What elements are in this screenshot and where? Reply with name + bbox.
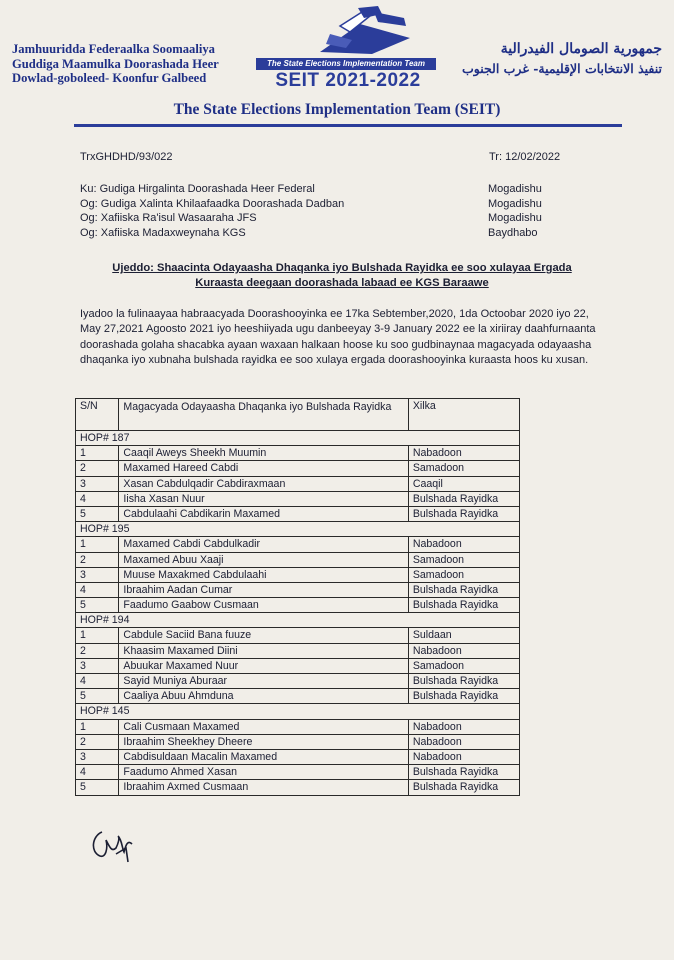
hop-group-row — [76, 613, 520, 628]
hop-label: HOP# 187 — [76, 431, 520, 446]
addressee-block — [80, 183, 570, 241]
serial-number: 2 — [76, 643, 119, 658]
member-role: Bulshada Rayidka — [408, 674, 519, 689]
table-body — [76, 431, 520, 796]
subject-line-1: Ujeddo: Shaacinta Odayaasha Dhaqanka iyo Bulshada Rayidka ee soo xulayaa Ergada — [112, 262, 572, 274]
serial-number: 5 — [76, 780, 119, 795]
letterhead-line: تنفيذ الانتخابات الإقليمية- غرب الجنوب — [461, 61, 662, 76]
serial-number: 4 — [76, 674, 119, 689]
member-name: Cali Cusmaan Maxamed — [119, 719, 408, 734]
letterhead-somali — [12, 42, 252, 86]
header-divider — [74, 124, 622, 127]
serial-number: 1 — [76, 537, 119, 552]
serial-number: 2 — [76, 461, 119, 476]
member-name: Abuukar Maxamed Nuur — [119, 658, 408, 673]
member-name: Iisha Xasan Nuur — [119, 491, 408, 506]
table-row — [76, 567, 520, 582]
member-name: Caaqil Aweys Sheekh Muumin — [119, 446, 408, 461]
member-role: Bulshada Rayidka — [408, 506, 519, 521]
member-role: Bulshada Rayidka — [408, 765, 519, 780]
addressee-row — [80, 183, 570, 198]
serial-number: 4 — [76, 582, 119, 597]
hop-group-row — [76, 522, 520, 537]
letter-date: Tr: 12/02/2022 — [489, 151, 561, 163]
member-name: Faadumo Gaabow Cusmaan — [119, 598, 408, 613]
serial-number: 5 — [76, 598, 119, 613]
table-row — [76, 674, 520, 689]
serial-number: 3 — [76, 476, 119, 491]
hop-label: HOP# 145 — [76, 704, 520, 719]
letterhead-subtitle: The State Elections Implementation Team (SEIT) — [173, 101, 501, 118]
letterhead-line: جمهورية الصومال الفيدرالية — [500, 41, 662, 57]
member-name: Xasan Cabdulqadir Cabdiraxmaan — [119, 476, 408, 491]
table-row — [76, 491, 520, 506]
table-row — [76, 749, 520, 764]
table-row — [76, 628, 520, 643]
signature-icon — [88, 818, 138, 866]
table-row — [76, 658, 520, 673]
table-row — [76, 689, 520, 704]
serial-number: 2 — [76, 734, 119, 749]
hop-label: HOP# 194 — [76, 613, 520, 628]
serial-number: 2 — [76, 552, 119, 567]
table-row — [76, 537, 520, 552]
ballot-logo-icon — [300, 4, 420, 56]
member-role: Nabadoon — [408, 734, 519, 749]
table-row — [76, 582, 520, 597]
serial-number: 1 — [76, 719, 119, 734]
member-role: Samadoon — [408, 567, 519, 582]
serial-number: 3 — [76, 749, 119, 764]
addressee-city: Mogadishu — [488, 197, 542, 210]
member-name: Muuse Maxakmed Cabdulaahi — [119, 567, 408, 582]
table-row — [76, 765, 520, 780]
member-name: Cabdule Saciid Bana fuuze — [119, 628, 408, 643]
reference-number: TrxGHDHD/93/022 — [80, 151, 173, 163]
letterhead-line: Guddiga Maamulka Doorashada Heer — [12, 56, 219, 71]
hop-group-row — [76, 431, 520, 446]
member-role: Bulshada Rayidka — [408, 598, 519, 613]
addressee-city: Mogadishu — [488, 183, 542, 195]
member-role: Nabadoon — [408, 446, 519, 461]
table-row — [76, 643, 520, 658]
letterhead-line: Dowlad-goboleed- Koonfur Galbeed — [12, 71, 207, 85]
column-header: Xilka — [408, 399, 519, 431]
addressee-name: Ku: Gudiga Hirgalinta Doorashada Heer Federal — [80, 183, 315, 195]
member-role: Nabadoon — [408, 537, 519, 552]
table-header-row — [76, 399, 520, 431]
member-role: Samadoon — [408, 461, 519, 476]
serial-number: 3 — [76, 567, 119, 582]
member-name: Cabdisuldaan Macalin Maxamed — [119, 749, 408, 764]
table-row — [76, 446, 520, 461]
serial-number: 5 — [76, 689, 119, 704]
table-row — [76, 552, 520, 567]
member-role: Nabadoon — [408, 719, 519, 734]
member-role: Suldaan — [408, 628, 519, 643]
hop-group-row — [76, 704, 520, 719]
member-name: Ibraahim Axmed Cusmaan — [119, 780, 408, 795]
member-role: Bulshada Rayidka — [408, 582, 519, 597]
addressee-row — [80, 212, 570, 227]
addressee-city: Mogadishu — [488, 212, 542, 224]
column-header: S/N — [76, 399, 119, 431]
serial-number: 1 — [76, 628, 119, 643]
addressee-row — [80, 198, 570, 213]
table-row — [76, 506, 520, 521]
member-role: Samadoon — [408, 552, 519, 567]
subject-line-2: Kuraasta deegaan doorashada labaad ee KGS Baraawe — [195, 277, 489, 289]
table-row — [76, 734, 520, 749]
table-row — [76, 476, 520, 491]
member-name: Maxamed Cabdi Cabdulkadir — [119, 537, 408, 552]
addressee-row — [80, 227, 570, 242]
serial-number: 4 — [76, 491, 119, 506]
member-role: Caaqil — [408, 476, 519, 491]
addressee-name: Og: Gudiga Xalinta Khilaafaadka Doorashada Dadban — [80, 197, 345, 210]
serial-number: 1 — [76, 446, 119, 461]
member-name: Faadumo Ahmed Xasan — [119, 765, 408, 780]
serial-number: 4 — [76, 765, 119, 780]
member-name: Caaliya Abuu Ahmduna — [119, 689, 408, 704]
serial-number: 3 — [76, 658, 119, 673]
hop-label: HOP# 195 — [76, 522, 520, 537]
logo-banner: The State Elections Implementation Team — [256, 58, 436, 70]
addressee-name: Og: Xafiiska Madaxweynaha KGS — [80, 226, 246, 239]
member-role: Bulshada Rayidka — [408, 780, 519, 795]
member-name: Ibraahim Aadan Cumar — [119, 582, 408, 597]
table-row — [76, 461, 520, 476]
serial-number: 5 — [76, 506, 119, 521]
subject-line — [92, 261, 592, 291]
addressee-city: Baydhabo — [488, 226, 538, 239]
logo-name: SEIT 2021-2022 — [275, 70, 421, 91]
member-name: Sayid Muniya Aburaar — [119, 674, 408, 689]
addressee-name: Og: Xafiiska Ra'isul Wasaaraha JFS — [80, 212, 257, 224]
members-table — [75, 398, 520, 796]
member-name: Maxamed Abuu Xaaji — [119, 552, 408, 567]
table-row — [76, 780, 520, 795]
member-role: Bulshada Rayidka — [408, 491, 519, 506]
column-header: Magacyada Odayaasha Dhaqanka iyo Bulshada Rayidka — [119, 399, 408, 431]
member-name: Cabdulaahi Cabdikarin Maxamed — [119, 506, 408, 521]
table-row — [76, 719, 520, 734]
letterhead-line: Jamhuuridda Federaalka Soomaaliya — [12, 42, 215, 56]
member-name: Ibraahim Sheekhey Dheere — [119, 734, 408, 749]
table-row — [76, 598, 520, 613]
member-role: Samadoon — [408, 658, 519, 673]
letterhead-arabic — [442, 40, 662, 78]
member-role: Nabadoon — [408, 643, 519, 658]
member-role: Nabadoon — [408, 749, 519, 764]
member-name: Khaasim Maxamed Diini — [119, 643, 408, 658]
body-paragraph: Iyadoo la fulinaayaa habraacyada Doorashooyinka ee 17ka Sebtember,2020, 1da Octoobar 2020 iyo 22, May 27,2021 Agoosto 2021 iyo heeshiiyada ugu danbeeyay 3-9 January 2022 ee la xiriiray daahfurnaanta doorashada golaha shacabka ayaan waxaan halkaan hoose ku soo gudbinaynaa magacyada odayaasha dhaqanka iyo xubnaha bulshada rayidka ee soo xulaya ergada doorashooyinka kuraasta hoos ku xusan. — [80, 308, 596, 366]
member-role: Bulshada Rayidka — [408, 689, 519, 704]
member-name: Maxamed Hareed Cabdi — [119, 461, 408, 476]
